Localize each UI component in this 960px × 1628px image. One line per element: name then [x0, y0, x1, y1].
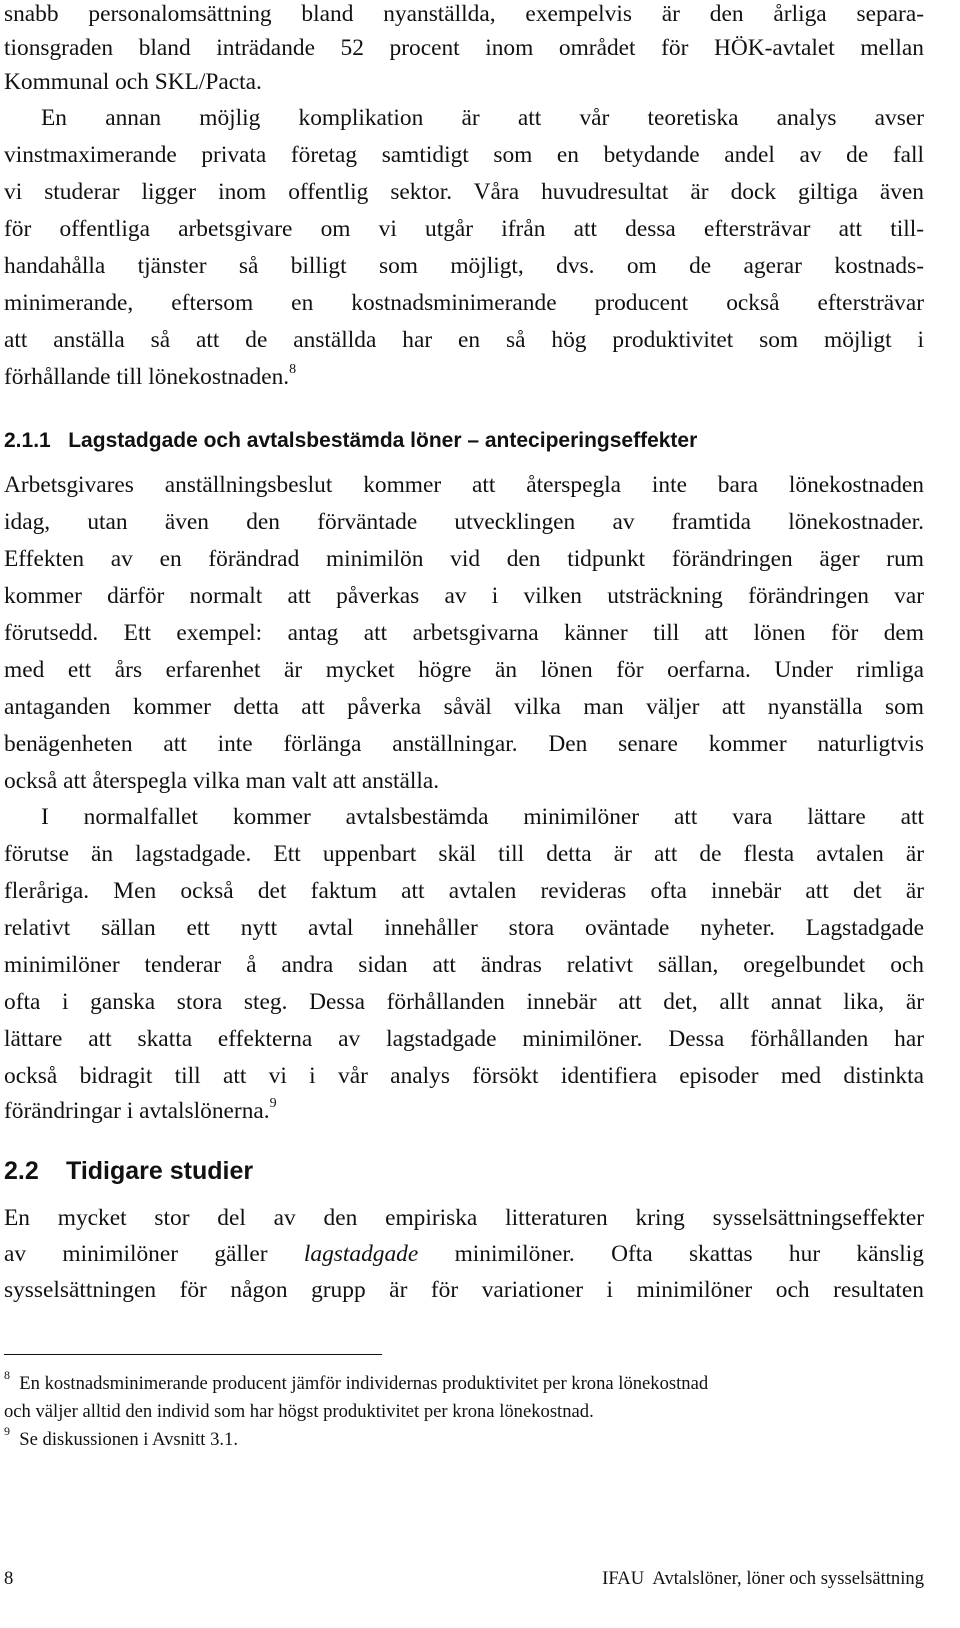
body-line: kommer därför normalt att påverkas av i vilken utsträckning förändringen var [4, 583, 924, 609]
body-line: snabb personalomsättning bland nyanställda, exempelvis är den årliga separa- [4, 1, 924, 27]
body-text: förändringar i avtalslönerna. [4, 1098, 270, 1124]
section-title: Lagstadgade och avtalsbestämda löner – anteciperingseffekter [68, 429, 698, 452]
body-line: för offentliga arbetsgivare om vi utgår ifrån att dessa eftersträvar att till- [4, 216, 924, 242]
emphasis-text: lagstadgade [303, 1241, 419, 1267]
body-line: Kommunal och SKL/Pacta. [4, 69, 262, 95]
section-heading [4, 427, 697, 455]
footnote-9 [4, 1423, 924, 1451]
footnote-mark: 9 [4, 1423, 10, 1438]
body-line: minimilöner tenderar å andra sidan att ändras relativt sällan, oregelbundet och [4, 952, 924, 978]
body-line: också bidragit till att vi i vår analys försökt identifiera episoder med distinkta [4, 1063, 924, 1089]
body-line: antaganden kommer detta att påverka såväl vilka man väljer att nyanställa som [4, 694, 924, 720]
body-line: idag, utan även den förväntade utvecklingen av framtida lönekostnader. [4, 509, 924, 535]
section-title: Tidigare studier [66, 1157, 254, 1185]
body-text: av minimilöner gäller [4, 1241, 268, 1267]
body-line: fleråriga. Men också det faktum att avtalen revideras ofta innebär att det är [4, 878, 924, 904]
footnote-text: En kostnadsminimerande producent jämför individernas produktivitet per krona lönekostnad [19, 1373, 709, 1394]
body-line: förutsedd. Ett exempel: antag att arbetsgivarna känner till att lönen för dem [4, 620, 924, 646]
body-line: Arbetsgivares anställningsbeslut kommer att återspegla inte bara lönekostnaden [4, 472, 924, 498]
section-number: 2.2 [4, 1157, 39, 1185]
body-line [4, 1240, 924, 1268]
body-line: förutse än lagstadgade. Ett uppenbart skäl till detta är att de flesta avtalen är [4, 841, 924, 867]
footnote-8-cont: och väljer alltid den individ som har högst produktivitet per krona lönekostnad. [4, 1401, 594, 1422]
body-line: vi studerar ligger inom offentlig sektor. Våra huvudresultat är dock giltiga även [4, 179, 924, 205]
body-line: Effekten av en förändrad minimilön vid den tidpunkt förändringen äger rum [4, 546, 924, 572]
body-line: också att återspegla vilka man valt att anställa. [4, 768, 440, 794]
footnote-ref[interactable]: 8 [289, 362, 297, 378]
footnote-8 [4, 1367, 924, 1395]
body-line: att anställa så att de anställda har en så hög produktivitet som möjligt i [4, 327, 924, 353]
running-title: IFAU Avtalslöner, löner och sysselsättning [602, 1568, 924, 1589]
body-line: En mycket stor del av den empiriska litteraturen kring sysselsättningseffekter [4, 1205, 924, 1231]
footnote-mark: 8 [4, 1367, 10, 1382]
body-line [4, 1097, 924, 1125]
section-number: 2.1.1 [4, 429, 51, 452]
footnote-separator [4, 1354, 382, 1355]
body-line: En annan möjlig komplikation är att vår teoretiska analys avser [41, 105, 924, 131]
body-line: vinstmaximerande privata företag samtidigt som en betydande andel av de fall [4, 142, 924, 168]
body-line: ofta i ganska stora steg. Dessa förhållanden innebär att det, allt annat lika, är [4, 989, 924, 1015]
body-line: lättare att skatta effekterna av lagstadgade minimilöner. Dessa förhållanden har [4, 1026, 924, 1052]
body-line: med ett års erfarenhet är mycket högre än lönen för oerfarna. Under rimliga [4, 657, 924, 683]
body-text: förhållande till lönekostnaden. [4, 364, 290, 390]
footnote-text: Se diskussionen i Avsnitt 3.1. [19, 1429, 238, 1450]
body-line: relativt sällan ett nytt avtal innehåller stora oväntade nyheter. Lagstadgade [4, 915, 924, 941]
page-number: 8 [4, 1568, 14, 1589]
body-text: minimilöner. Ofta skattas hur känslig [454, 1241, 924, 1267]
body-line: benägenheten att inte förlänga anställningar. Den senare kommer naturligtvis [4, 731, 924, 757]
body-line: I normalfallet kommer avtalsbestämda minimilöner att vara lättare att [41, 804, 924, 830]
body-line: sysselsättningen för någon grupp är för variationer i minimilöner och resultaten [4, 1277, 924, 1303]
body-line: minimerande, eftersom en kostnadsminimerande producent också eftersträvar [4, 290, 924, 316]
body-line: handahålla tjänster så billigt som möjligt, dvs. om de agerar kostnads- [4, 253, 924, 279]
body-line: tionsgraden bland inträdande 52 procent inom området för HÖK-avtalet mellan [4, 35, 924, 61]
footnote-ref[interactable]: 9 [269, 1096, 277, 1112]
section-heading [4, 1156, 253, 1186]
body-line [4, 363, 924, 391]
